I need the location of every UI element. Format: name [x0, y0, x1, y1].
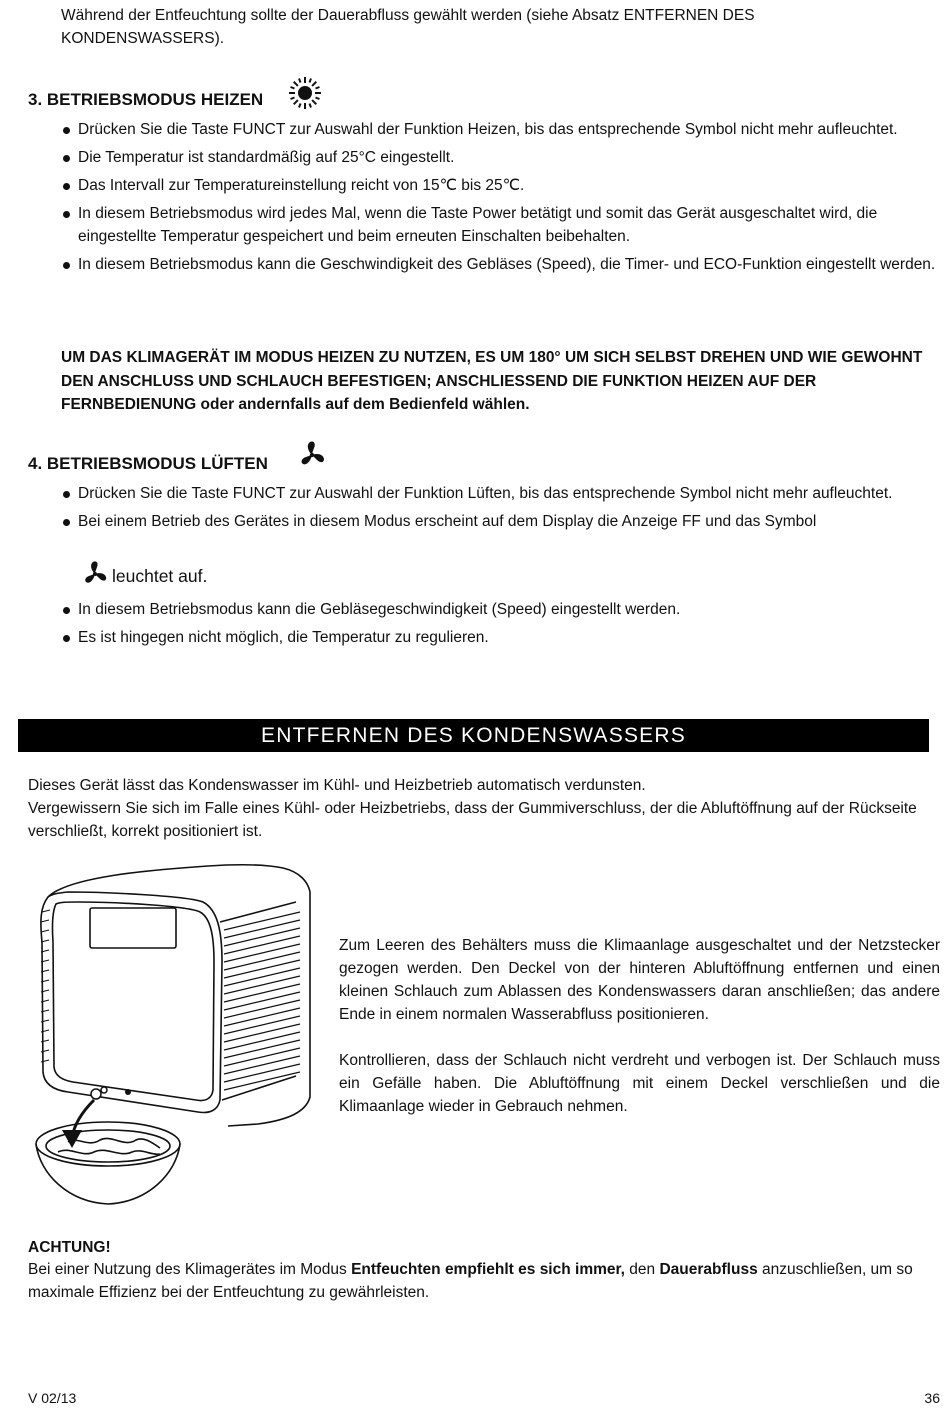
- list-item: Es ist hingegen nicht möglich, die Temperatur zu regulieren.: [61, 626, 941, 649]
- fan-icon: [296, 440, 328, 470]
- fan-bullet-suffix: leuchtet auf.: [112, 566, 208, 586]
- section-title-bar: [18, 719, 929, 752]
- fan-mode-title: 4. BETRIEBSMODUS LÜFTEN: [28, 454, 268, 473]
- sun-icon: [288, 76, 322, 110]
- footer-version: V 02/13: [28, 1390, 77, 1406]
- fan-mode-heading: [28, 454, 268, 474]
- fan-mode-bullets-2: [61, 598, 941, 654]
- warning-text-part: den: [625, 1261, 660, 1278]
- air-conditioner-drain-illustration: [28, 862, 328, 1212]
- list-item: In diesem Betriebsmodus kann die Geschwindigkeit des Gebläses (Speed), die Timer- und ECO-Funktion eingestellt werden.: [61, 253, 943, 276]
- list-item: [61, 510, 941, 533]
- fan-bullet-text: Bei einem Betrieb des Gerätes in diesem Modus erscheint auf dem Display die Anzeige FF und das Symbol: [78, 513, 817, 530]
- heat-mode-heading: [28, 90, 263, 110]
- fan-mode-bullets: [61, 482, 941, 533]
- intro-text: Während der Entfeuchtung sollte der Dauerabfluss gewählt werden (siehe Absatz ENTFERNEN DES KONDENSWASSERS).: [61, 7, 755, 47]
- section-title: ENTFERNEN DES KONDENSWASSERS: [261, 724, 686, 747]
- condensate-intro: [28, 774, 928, 843]
- heat-mode-note: UM DAS KLIMAGERÄT IM MODUS HEIZEN ZU NUTZEN, ES UM 180° UM SICH SELBST DREHEN UND WIE GEWOHNT DEN ANSCHLUSS UND SCHLAUCH BEFESTIGEN; ANSCHLIESSEND DIE FUNKTION HEIZEN AUF DER FERNBEDIENUNG oder andernfalls auf dem Bedienfeld wählen.: [61, 349, 923, 413]
- list-item: In diesem Betriebsmodus kann die Gebläsegeschwindigkeit (Speed) eingestellt werden.: [61, 598, 941, 621]
- warning-title: ACHTUNG!: [28, 1239, 111, 1256]
- warning-bold-text: Entfeuchten empfiehlt es sich immer,: [351, 1261, 625, 1278]
- warning-text-part: anzuschließen, um so maximale Effizienz bei der Entfeuchtung zu gewährleisten.: [28, 1261, 913, 1301]
- list-item: Das Intervall zur Temperatureinstellung reicht von 15℃ bis 25℃.: [61, 174, 943, 197]
- condensate-intro-line-1: Dieses Gerät lässt das Kondenswasser im Kühl- und Heizbetrieb automatisch verdunsten.: [28, 777, 646, 794]
- fan-icon: [78, 560, 112, 588]
- condensate-intro-line-2: Vergewissern Sie sich im Falle eines Kühl- oder Heizbetriebs, dass der Gummiverschluss, der die Abluftöffnung auf der Rückseite verschließt, korrekt positioniert ist.: [28, 800, 917, 840]
- fan-symbol-line: [78, 558, 207, 588]
- heat-mode-title: 3. BETRIEBSMODUS HEIZEN: [28, 90, 264, 109]
- drain-instructions-1: Zum Leeren des Behälters muss die Klimaanlage ausgeschaltet und der Netzstecker gezogen werden. Den Deckel von der hinteren Abluftöffnung entfernen und einen kleinen Schlauch zum Ablassen des Kondenswassers daran anschließen; das andere Ende in einem normalen Wasserabfluss positionieren.: [339, 937, 940, 1023]
- list-item: Die Temperatur ist standardmäßig auf 25°C eingestellt.: [61, 146, 943, 169]
- list-item: In diesem Betriebsmodus wird jedes Mal, wenn die Taste Power betätigt und somit das Gerät ausgeschaltet wird, die eingestellte Temperatur gespeichert und beim erneuten Einschalten beibehalten.: [61, 202, 943, 248]
- warning-bold-text: Dauerabfluss: [659, 1261, 758, 1278]
- warning-text: [28, 1258, 938, 1304]
- heat-mode-bullets: [61, 118, 943, 281]
- list-item: Drücken Sie die Taste FUNCT zur Auswahl der Funktion Heizen, bis das entsprechende Symbol nicht mehr aufleuchtet.: [61, 118, 943, 141]
- warning-text-part: Bei einer Nutzung des Klimagerätes im Modus: [28, 1261, 352, 1278]
- list-item: Drücken Sie die Taste FUNCT zur Auswahl der Funktion Lüften, bis das entsprechende Symbol nicht mehr aufleuchtet.: [61, 482, 941, 505]
- page-number: 36: [924, 1390, 940, 1406]
- drain-instructions-2: Kontrollieren, dass der Schlauch nicht verdreht und verbogen ist. Der Schlauch muss ein Gefälle haben. Die Abluftöffnung mit einem Deckel verschließen und die Klimaanlage wieder in Gebrauch nehmen.: [339, 1052, 940, 1115]
